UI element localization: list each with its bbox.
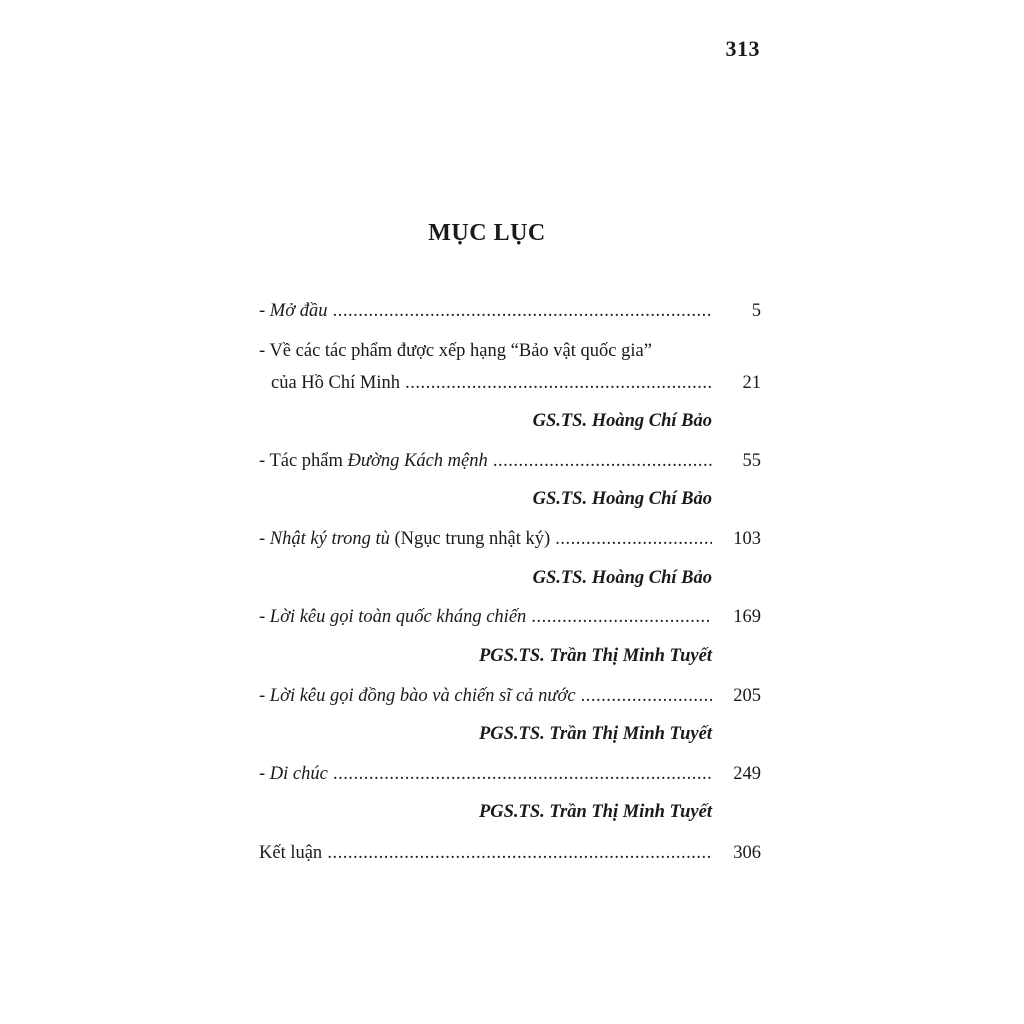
toc-entry-di-chuc[interactable] — [259, 759, 761, 789]
toc-page-number: 103 — [733, 529, 761, 549]
toc-entry-khang-chien[interactable] — [259, 602, 761, 632]
toc-entry-bao-vat-line2[interactable] — [259, 368, 761, 398]
toc-entry-ket-luan[interactable] — [259, 838, 761, 868]
toc-page-number: 21 — [742, 373, 761, 393]
toc-author: PGS.TS. Trần Thị Minh Tuyết — [478, 646, 712, 666]
toc-author: GS.TS. Hoàng Chí Bảo — [532, 411, 712, 431]
toc-page-number: 249 — [733, 764, 761, 784]
toc-author: GS.TS. Hoàng Chí Bảo — [532, 568, 712, 588]
toc-entry-text: - Mở đầu ..... — [259, 296, 712, 326]
toc-page-number: 55 — [742, 451, 761, 471]
toc-entry-text: - Lời kêu gọi toàn quốc kháng chiến ..... — [259, 602, 712, 632]
page-number: 313 — [725, 36, 760, 61]
toc-entry-text: - Lời kêu gọi đồng bào và chiến sĩ cả nước ..... — [259, 681, 712, 711]
toc-entry-dong-bao[interactable] — [259, 681, 761, 711]
toc-entry-mo-dau[interactable] — [259, 296, 761, 326]
toc-page-number: 169 — [733, 607, 761, 627]
toc-author: PGS.TS. Trần Thị Minh Tuyết — [478, 724, 712, 744]
page-title: MỤC LỤC — [428, 220, 546, 246]
toc-page-number: 306 — [733, 843, 761, 863]
toc-author: PGS.TS. Trần Thị Minh Tuyết — [478, 802, 712, 822]
toc-entry-text: Kết luận ..... — [259, 838, 712, 868]
toc-entry-duong-kach-menh[interactable] — [259, 446, 761, 476]
toc-page-number: 5 — [751, 301, 761, 321]
toc-entry-nhat-ky-trong-tu[interactable] — [259, 524, 761, 554]
toc-entry-bao-vat-line1[interactable] — [259, 336, 761, 366]
toc-author: GS.TS. Hoàng Chí Bảo — [532, 489, 712, 509]
toc-entry-text: - Nhật ký trong tù (Ngục trung nhật ký) ..... — [259, 524, 712, 554]
toc-entry-text: - Di chúc ..... — [259, 759, 712, 789]
toc-page-number: 205 — [733, 686, 761, 706]
toc-entry-text: - Về các tác phẩm được xếp hạng “Bảo vật quốc gia” — [259, 341, 652, 361]
toc-entry-text: - Tác phẩm Đường Kách mệnh ..... — [259, 446, 712, 476]
toc-entry-text: của Hồ Chí Minh ..... — [271, 368, 712, 398]
